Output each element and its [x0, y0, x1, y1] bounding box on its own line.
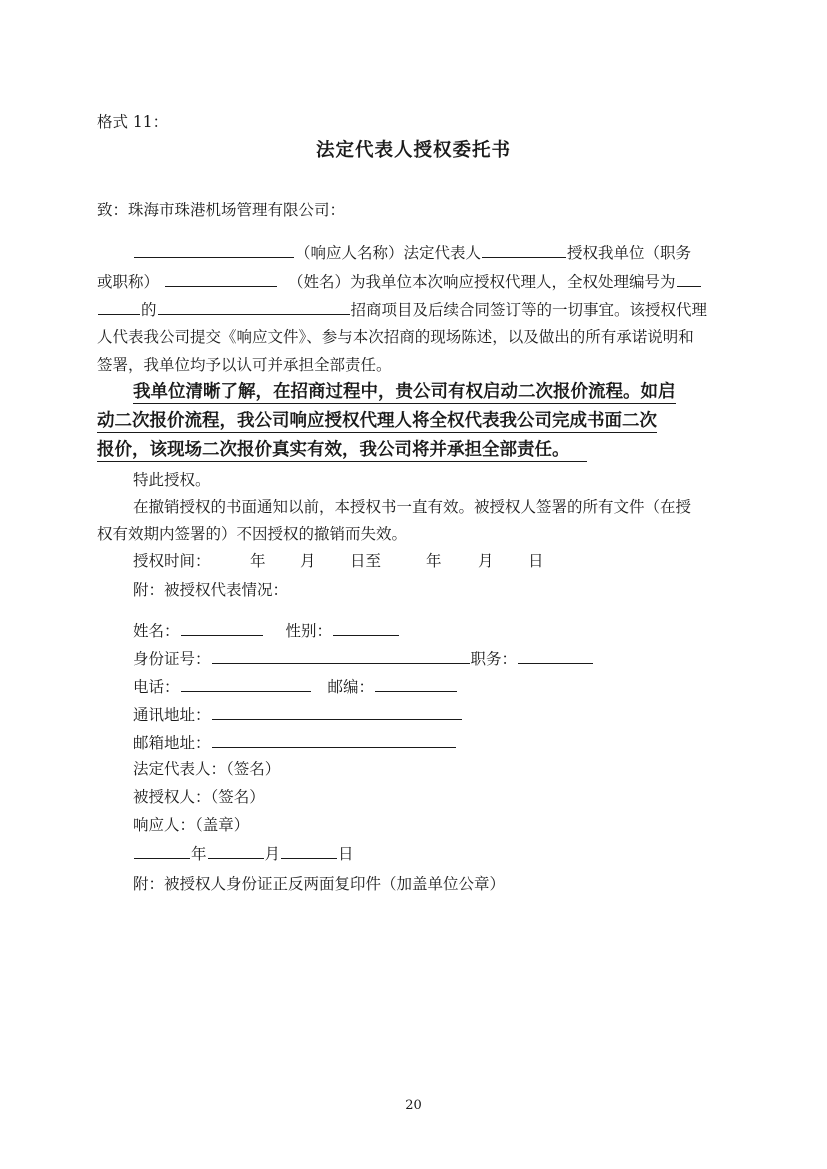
- id-field[interactable]: [212, 648, 470, 664]
- postcode-label: 邮编：: [327, 678, 375, 696]
- gender-field[interactable]: [333, 620, 399, 636]
- phone-postcode-row: [133, 676, 458, 697]
- paragraph1-seg5: 的: [141, 301, 157, 319]
- project-name-blank[interactable]: [158, 299, 350, 315]
- date-month-label: 月: [264, 845, 281, 863]
- authorization-period-label: 授权时间：: [133, 552, 211, 570]
- period-year1: 年: [250, 552, 266, 570]
- position-blank[interactable]: [165, 271, 277, 287]
- date-day-label: 日: [338, 845, 354, 863]
- period-month1: 月: [300, 552, 316, 570]
- authorization-period: [133, 551, 211, 571]
- period-year2: 年: [426, 552, 442, 570]
- document-title: 法定代表人授权委托书: [315, 140, 511, 161]
- date-day-field[interactable]: [281, 843, 337, 859]
- paragraph1-seg2: 授权我单位（职务: [567, 244, 692, 262]
- id-label: 身份证号：: [133, 650, 211, 668]
- date-line: [133, 843, 354, 864]
- address-label: 通讯地址：: [133, 706, 211, 724]
- paragraph1-line4: 人代表我公司提交《响应文件》、参与本次招商的现场陈述，以及做出的所有承诺说明和: [97, 328, 694, 346]
- respondent-name-blank[interactable]: [134, 242, 294, 258]
- name-field[interactable]: [181, 620, 263, 636]
- name-gender-row: [133, 620, 400, 641]
- position-field[interactable]: [518, 648, 593, 664]
- gender-label: 性别：: [285, 622, 333, 640]
- attachment-heading: 附：被授权代表情况：: [133, 581, 289, 599]
- validity-line2: 权有效期内签署的）不因授权的撤销而失效。: [97, 525, 408, 543]
- authorized-signature: 被授权人：（签名）: [133, 788, 265, 806]
- phone-label: 电话：: [133, 678, 180, 696]
- name-label: 姓名：: [133, 622, 180, 640]
- date-year-label: 年: [191, 845, 207, 863]
- phone-field[interactable]: [181, 676, 311, 692]
- paragraph1-line5: 签署，我单位均予以认可并承担全部责任。: [97, 356, 392, 374]
- attachment-note: 附：被授权人身份证正反两面复印件（加盖单位公章）: [133, 875, 506, 893]
- address-field[interactable]: [212, 704, 462, 720]
- period-day2: 日: [528, 552, 544, 570]
- special-authorization: 特此授权。: [133, 471, 211, 489]
- period-month2: 月: [478, 552, 494, 570]
- email-field[interactable]: [212, 732, 456, 748]
- paragraph1-seg1: （响应人名称）法定代表人: [295, 244, 482, 262]
- bold-statement-line2: 动二次报价流程，我公司响应授权代理人将全权代表我公司完成书面二次: [97, 411, 657, 431]
- postcode-field[interactable]: [375, 676, 457, 692]
- code-blank-part2[interactable]: [98, 299, 140, 315]
- bold-statement-line1: 我单位清晰了解，在招商过程中，贵公司有权启动二次报价流程。如启: [133, 382, 676, 402]
- email-row: [133, 732, 457, 753]
- date-year-field[interactable]: [134, 843, 190, 859]
- respondent-seal: 响应人：（盖章）: [133, 816, 250, 834]
- addressee: 致：珠海市珠港机场管理有限公司：: [97, 201, 346, 219]
- email-label: 邮箱地址：: [133, 734, 211, 752]
- page-number: 20: [405, 1098, 422, 1113]
- paragraph1-line2: [97, 271, 702, 292]
- period-day1-to: 日至: [350, 552, 382, 570]
- paragraph1-seg3: 或职称）: [97, 273, 160, 291]
- paragraph1-line3: [97, 299, 707, 320]
- legal-rep-blank[interactable]: [482, 242, 566, 258]
- bold-statement: [97, 378, 737, 465]
- paragraph1-line1: [133, 242, 691, 263]
- paragraph1-seg4: （姓名）为我单位本次响应授权代理人，全权处理编号为: [288, 273, 676, 291]
- paragraph1-seg6: 招商项目及后续合同签订等的一切事宜。该授权代理: [350, 301, 708, 319]
- position-label: 职务：: [470, 650, 518, 668]
- validity-line1: 在撤销授权的书面通知以前，本授权书一直有效。被授权人签署的所有文件（在授: [133, 498, 692, 516]
- id-position-row: [133, 648, 594, 669]
- legal-rep-signature: 法定代表人：（签名）: [133, 760, 281, 778]
- format-label: 格式 11：: [97, 113, 169, 131]
- date-month-field[interactable]: [208, 843, 264, 859]
- bold-statement-line3: 报价，该现场二次报价真实有效，我公司将并承担全部责任。: [97, 440, 570, 460]
- code-blank-part1[interactable]: [677, 271, 701, 287]
- address-row: [133, 704, 463, 725]
